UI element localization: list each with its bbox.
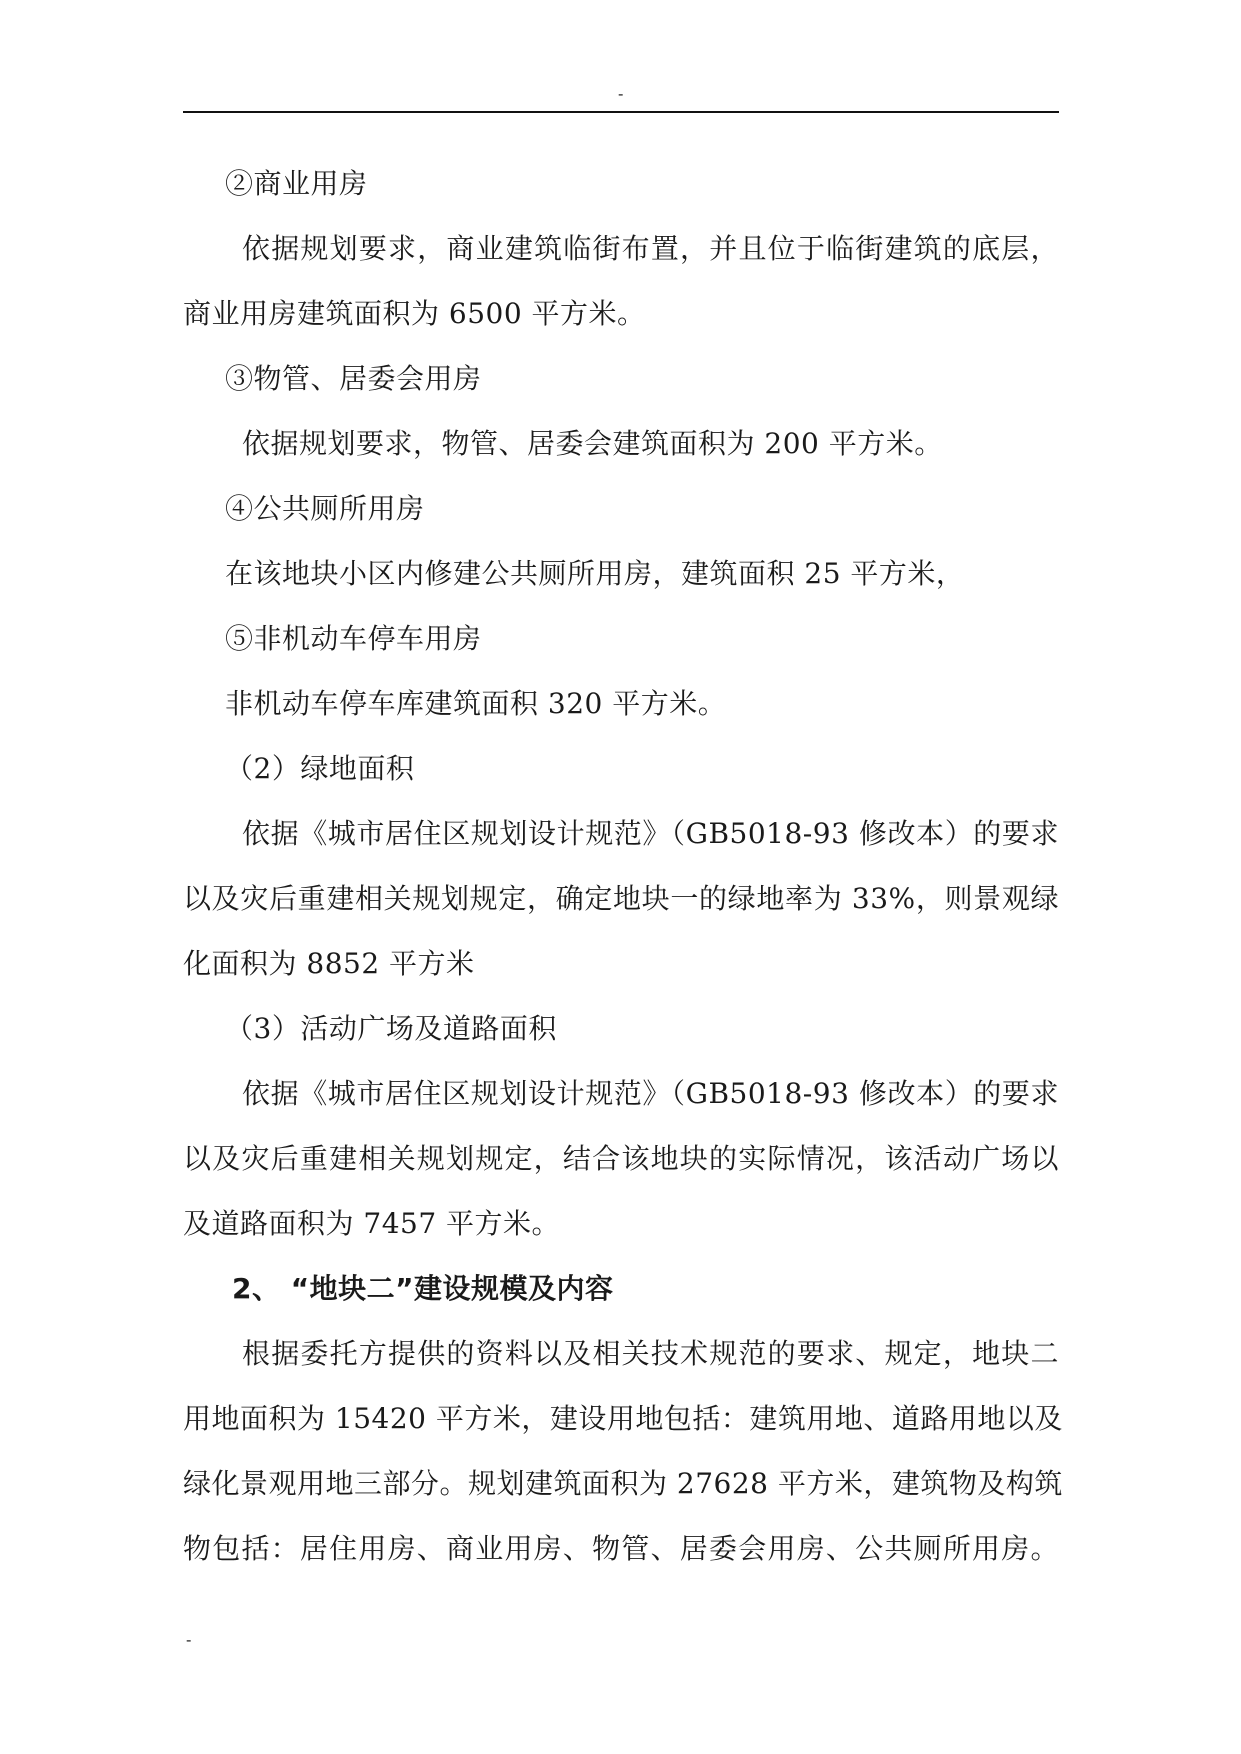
paragraph-line: 依据规划要求，物管、居委会建筑面积为 200 平方米。 (242, 427, 943, 460)
subheading-bike-parking: ⑤非机动车停车用房 (225, 622, 482, 655)
paragraph-line: 用地面积为 15420 平方米，建设用地包括：建筑用地、道路用地以及 (183, 1402, 1063, 1435)
subheading-toilet: ④公共厕所用房 (225, 492, 425, 525)
paragraph-line: 商业用房建筑面积为 6500 平方米。 (183, 297, 646, 330)
footer-mark: - (186, 1630, 192, 1649)
header-mark: - (618, 84, 624, 103)
paragraph-line: 在该地块小区内修建公共厕所用房，建筑面积 25 平方米， (225, 557, 965, 590)
subheading-plaza-roads: （3）活动广场及道路面积 (225, 1012, 557, 1045)
paragraph-line: 非机动车停车库建筑面积 320 平方米。 (225, 687, 727, 720)
subheading-green-area: （2）绿地面积 (225, 752, 415, 785)
paragraph-line: 及道路面积为 7457 平方米。 (183, 1207, 561, 1240)
paragraph-line: 依据《城市居住区规划设计规范》（GB5018-93 修改本）的要求 (242, 817, 1059, 850)
paragraph-line: 根据委托方提供的资料以及相关技术规范的要求、规定，地块二 (242, 1337, 1059, 1370)
paragraph-line: 依据《城市居住区规划设计规范》（GB5018-93 修改本）的要求 (242, 1077, 1059, 1110)
paragraph-line: 以及灾后重建相关规划规定，确定地块一的绿地率为 33%，则景观绿 (183, 882, 1059, 915)
header-rule (183, 111, 1059, 113)
paragraph-line: 物包括：居住用房、商业用房、物管、居委会用房、公共厕所用房。 (183, 1532, 1059, 1565)
section-heading: 2、 “地块二”建设规模及内容 (232, 1272, 614, 1305)
paragraph-line: 依据规划要求，商业建筑临街布置，并且位于临街建筑的底层， (242, 232, 1059, 265)
subheading-property: ③物管、居委会用房 (225, 362, 482, 395)
subheading-commercial: ②商业用房 (225, 167, 368, 200)
paragraph-line: 化面积为 8852 平方米 (183, 947, 475, 980)
paragraph-line: 以及灾后重建相关规划规定，结合该地块的实际情况，该活动广场以 (183, 1142, 1059, 1175)
paragraph-line: 绿化景观用地三部分。规划建筑面积为 27628 平方米，建筑物及构筑 (183, 1467, 1063, 1500)
